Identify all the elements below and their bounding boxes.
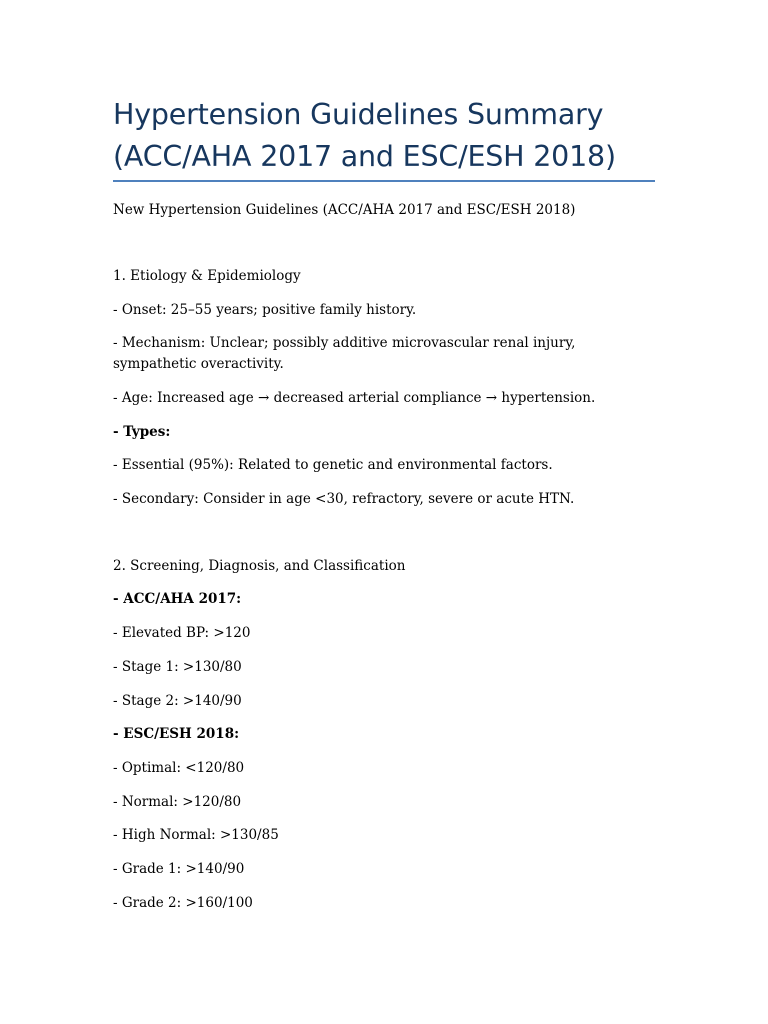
esc-esh-label: - ESC/ESH 2018:	[113, 726, 240, 742]
onset-item: - Onset: 25–55 years; positive family history.	[113, 302, 417, 318]
optimal-item: - Optimal: <120/80	[113, 760, 245, 776]
types-label: - Types:	[113, 424, 171, 440]
title-line-2: (ACC/AHA 2017 and ESC/ESH 2018)	[113, 140, 616, 173]
stage-2-item: - Stage 2: >140/90	[113, 693, 242, 709]
high-normal-item: - High Normal: >130/85	[113, 827, 279, 843]
title-line-1: Hypertension Guidelines Summary	[113, 98, 604, 131]
intro-text: New Hypertension Guidelines (ACC/AHA 2017 and ESC/ESH 2018)	[113, 202, 576, 218]
section-2-heading: 2. Screening, Diagnosis, and Classification	[113, 558, 406, 574]
acc-aha-label: - ACC/AHA 2017:	[113, 591, 242, 607]
age-item: - Age: Increased age → decreased arterial compliance → hypertension.	[113, 390, 596, 406]
stage-1-item: - Stage 1: >130/80	[113, 659, 242, 675]
section-1-heading: 1. Etiology & Epidemiology	[113, 268, 301, 284]
mechanism-item: - Mechanism: Unclear; possibly additive microvascular renal injury, sympathetic overactivity.	[113, 335, 576, 372]
document-title	[113, 94, 655, 178]
secondary-item: - Secondary: Consider in age <30, refractory, severe or acute HTN.	[113, 491, 575, 507]
essential-item: - Essential (95%): Related to genetic and environmental factors.	[113, 457, 553, 473]
normal-item: - Normal: >120/80	[113, 794, 242, 810]
title-underline	[113, 180, 655, 182]
grade-2-item: - Grade 2: >160/100	[113, 895, 253, 911]
elevated-item: - Elevated BP: >120	[113, 625, 251, 641]
grade-1-item: - Grade 1: >140/90	[113, 861, 245, 877]
